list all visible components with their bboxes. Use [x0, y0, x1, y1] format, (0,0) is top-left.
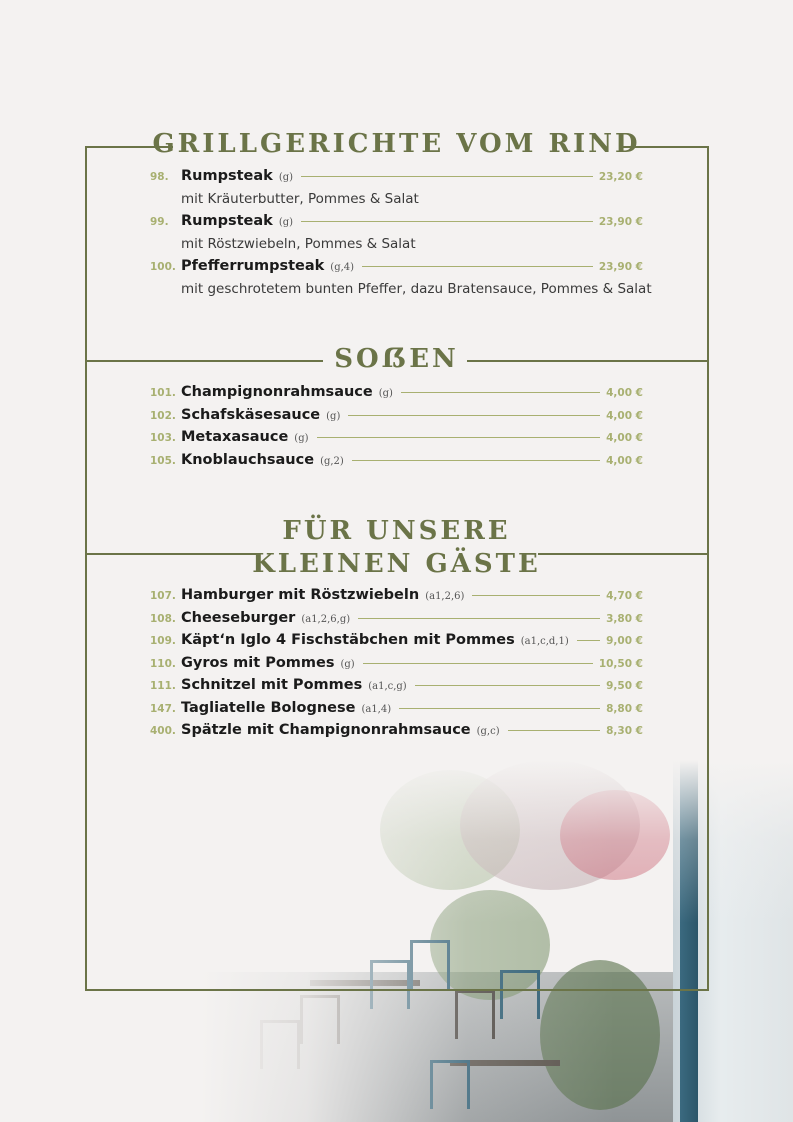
item-allergens: (g,4) [330, 262, 355, 273]
leader-line [401, 392, 600, 393]
leader-line [399, 708, 600, 709]
menu-item [150, 677, 643, 700]
item-number: 107. [150, 590, 176, 602]
section-title-kinder-line2: KLEINEN GÄSTE [252, 549, 541, 579]
item-allergens: (g,2) [320, 455, 344, 467]
menu-item [150, 213, 643, 236]
section-title-kinder-line1: FÜR UNSERE [282, 516, 511, 546]
item-price: 8,30 € [606, 725, 643, 737]
menu-item [150, 722, 643, 745]
item-number: 100. [150, 261, 176, 273]
item-allergens: (a1,c,d,1) [520, 636, 569, 647]
item-name: Schafskäsesauce [181, 406, 321, 423]
item-number: 103. [150, 432, 176, 444]
menu-item [150, 587, 643, 610]
item-allergens: (a1,4) [361, 703, 392, 715]
item-name: Tagliatelle Bolognese [181, 699, 356, 716]
leader-line [317, 437, 601, 438]
rind-menu-list [150, 168, 652, 303]
leader-line [358, 618, 600, 619]
item-number: 105. [150, 454, 176, 467]
item-price: 9,00 € [606, 635, 643, 647]
item-name: Spätzle mit Champignonrahmsauce [181, 722, 471, 738]
leader-line [577, 640, 600, 641]
item-name: Pfefferrumpsteak [181, 258, 325, 274]
item-allergens: (a1,c,g) [368, 681, 407, 692]
menu-item [150, 407, 643, 430]
item-price: 4,70 € [606, 590, 643, 602]
section-title-rind: GRILLGERICHTE VOM RIND [152, 129, 641, 159]
item-number: 98. [150, 171, 169, 183]
item-allergens: (g) [340, 658, 355, 670]
leader-line [301, 176, 593, 177]
leader-line [508, 730, 601, 731]
item-price: 4,00 € [606, 387, 643, 399]
leader-line [472, 595, 600, 596]
menu-item [150, 610, 643, 633]
item-price: 3,80 € [606, 612, 643, 625]
item-allergens: (a1,2,6,g) [301, 613, 351, 625]
item-price: 23,90 € [598, 216, 643, 228]
item-allergens: (g,c) [476, 726, 500, 737]
menu-item [150, 700, 643, 723]
item-allergens: (a1,2,6) [425, 591, 465, 602]
item-number: 400. [150, 725, 176, 737]
sossen-menu-list [150, 384, 643, 474]
leader-line [363, 663, 593, 664]
item-number: 147. [150, 702, 176, 715]
menu-item [150, 168, 643, 191]
item-number: 109. [150, 635, 176, 647]
section-title-sossen: SOẞEN [334, 344, 459, 374]
item-allergens: (g) [378, 388, 393, 399]
item-price: 4,00 € [606, 432, 643, 444]
item-number: 110. [150, 657, 176, 670]
item-number: 101. [150, 387, 176, 399]
kinder-menu-list [150, 587, 643, 745]
leader-line [301, 221, 593, 222]
item-price: 8,80 € [606, 702, 643, 715]
item-description: mit Kräuterbutter, Pommes & Salat [181, 190, 419, 207]
item-name: Knoblauchsauce [181, 451, 315, 468]
item-name: Hamburger mit Röstzwiebeln [181, 587, 420, 603]
item-number: 111. [150, 680, 176, 692]
menu-item [150, 429, 643, 452]
leader-line [362, 266, 593, 267]
item-description: mit Röstzwiebeln, Pommes & Salat [181, 235, 416, 252]
item-name: Champignonrahmsauce [181, 384, 373, 400]
leader-line [352, 460, 600, 461]
cafe-terrace-photo [200, 760, 793, 1122]
leader-line [348, 415, 600, 416]
item-price: 4,00 € [606, 409, 643, 422]
item-number: 99. [150, 216, 169, 228]
item-price: 4,00 € [606, 454, 643, 467]
item-name: Käpt‘n Iglo 4 Fischstäbchen mit Pommes [181, 632, 515, 648]
item-price: 10,50 € [598, 657, 643, 670]
item-name: Cheeseburger [181, 609, 296, 626]
leader-line [415, 685, 600, 686]
menu-item [150, 452, 643, 475]
item-name: Metaxasauce [181, 429, 289, 445]
item-name: Gyros mit Pommes [181, 654, 335, 671]
item-allergens: (g) [294, 433, 309, 444]
item-number: 102. [150, 409, 176, 422]
item-allergens: (g) [278, 172, 294, 183]
item-price: 9,50 € [606, 680, 643, 692]
frame-bottom-line [85, 989, 709, 991]
item-name: Rumpsteak [181, 213, 273, 229]
item-number: 108. [150, 612, 176, 625]
menu-item [150, 655, 643, 678]
item-price: 23,20 € [598, 171, 643, 183]
item-name: Rumpsteak [181, 168, 273, 184]
item-price: 23,90 € [598, 261, 643, 273]
menu-item [150, 258, 643, 281]
item-allergens: (g) [326, 410, 341, 422]
menu-item [150, 632, 643, 655]
menu-item [150, 384, 643, 407]
item-name: Schnitzel mit Pommes [181, 677, 363, 693]
item-allergens: (g) [278, 217, 294, 228]
item-description: mit geschrotetem bunten Pfeffer, dazu Bratensauce, Pommes & Salat [181, 280, 652, 297]
